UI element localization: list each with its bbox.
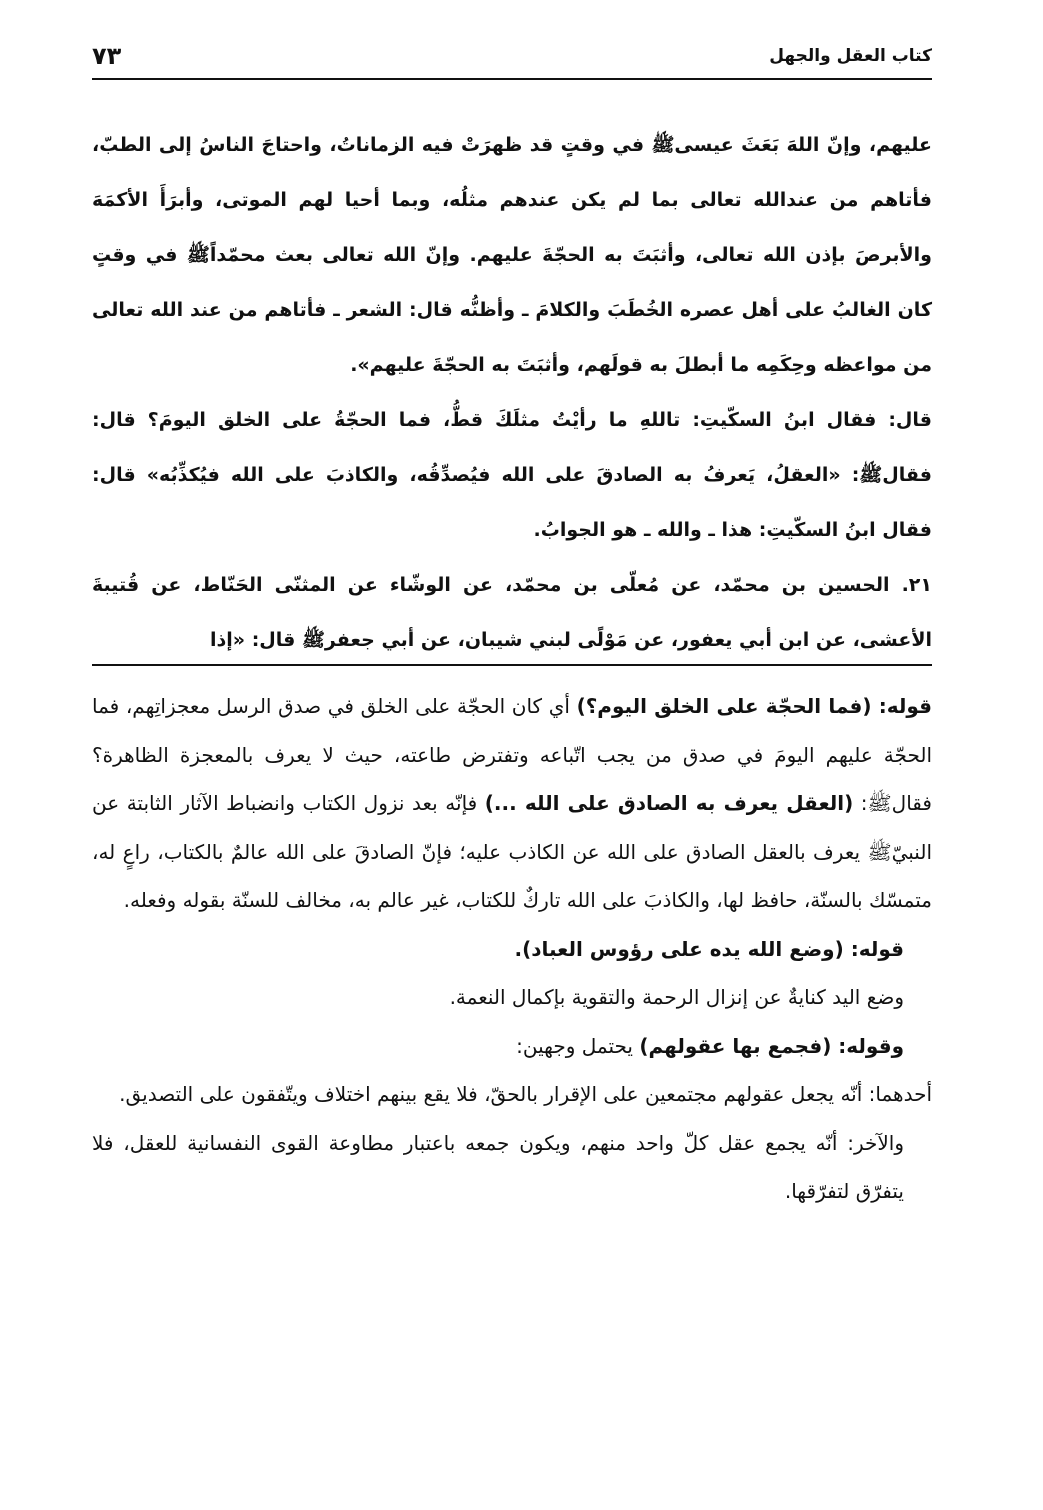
commentary-text: يحتمل وجهين: (516, 1033, 640, 1058)
commentary-keyword: قوله: (فما الحجّة على الخلق اليوم؟) (576, 694, 932, 718)
hadith-paragraph-2: قال: فقال ابنُ السكّيتِ: تاللهِ ما رأيْتُ مثلَكَ قطُّ، فما الحجّةُ على الخلق اليومَ؟ قال: فقالﷺ: «العقلُ، يَعرفُ به الصادقَ على الله فيُصدِّقُه، والكاذبَ على الله فيُكذِّبُه» قال: فقال ابنُ السكّيتِ: هذا ـ والله ـ هو الجوابُ. (92, 409, 932, 541)
commentary-paragraph-3: وضع اليد كنايةٌ عن إنزال الرحمة والتقوية بإكمال النعمة. (449, 985, 904, 1009)
commentary-divider (92, 664, 932, 666)
commentary-keyword: قوله: (وضع الله يده على رؤوس العباد). (514, 936, 904, 961)
hadith-paragraph-3: ٢١. الحسين بن محمّد، عن مُعلّى بن محمّد، عن الوشّاء عن المثنّى الحَنّاط، عن قُتيبةَ الأعشى، عن ابن أبي يعفور، عن مَوْلًى لبني شيبان، عن أبي جعفرﷺ قال: «إذا (92, 574, 932, 651)
commentary-paragraph-5: أحدهما: أنّه يجعل عقولهم مجتمعين على الإقرار بالحقّ، فلا يقع بينهم اختلاف ويتّفقون على التصديق. (119, 1082, 932, 1106)
commentary-paragraph-1 (92, 682, 932, 925)
commentary-text: فإنّه بعد نزول الكتاب وانضباط الآثار الثابتة عن النبيّﷺ يعرف بالعقل الصادق على الله عن الكاذب عليه؛ فإنّ الصادقَ على الله عالمٌ بالكتاب، راعٍ له، متمسّك بالسنّة، حافظ لها، والكاذبَ على الله تاركٌ للكتاب، غير عالم به، مخالف للسنّة بقوله وفعله. (92, 791, 932, 912)
commentary-keyword: (العقل يعرف به الصادق على الله ...) (484, 791, 854, 815)
commentary-text: أي كان الحجّة على الخلق في صدق الرسل معجزاتِهم، فما الحجّة عليهم اليومَ في صدق من يجب اتّباعه وتفترض طاعته، حيث لا يعرف بالمعجزة الظاهرة؟ فقالﷺ: (92, 694, 932, 815)
chapter-title: كتاب العقل والجهل (769, 46, 932, 66)
hadith-text (92, 118, 932, 668)
commentary-paragraph-6: والآخر: أنّه يجمع عقل كلّ واحد منهم، ويكون جمعه باعتبار مطاوعة القوى النفسانية للعقل، فلا يتفرّق لتفرّقها. (92, 1130, 904, 1203)
page-number: ٧٣ (92, 42, 122, 70)
header-divider (92, 78, 932, 80)
commentary-section (92, 682, 932, 1216)
commentary-paragraph-4 (92, 1022, 932, 1071)
hadith-paragraph-1: عليهم، وإنّ اللهَ بَعَثَ عيسىﷺ في وقتٍ قد ظهرَتْ فيه الزماناتُ، واحتاجَ الناسُ إلى الطبّ، فأتاهم من عندالله تعالى بما لم يكن عندهم مثلُه، وبما أحيا لهم الموتى، وأبرَأَ الأكمَهَ والأبرصَ بإذن الله تعالى، وأثبَتَ به الحجّةَ عليهم. وإنّ الله تعالى بعث محمّداًﷺ في وقتٍ كان الغالبُ على أهل عصره الخُطَبَ والكلامَ ـ وأظنُّه قال: الشعر ـ فأتاهم من عند الله تعالى من مواعظه وحِكَمِه ما أبطلَ به قولَهم، وأثبَتَ به الحجّةَ عليهم». (92, 134, 932, 376)
commentary-paragraph-2 (92, 925, 932, 974)
commentary-keyword: وقوله: (فجمع بها عقولهم) (639, 1033, 904, 1058)
page-header (92, 38, 932, 78)
